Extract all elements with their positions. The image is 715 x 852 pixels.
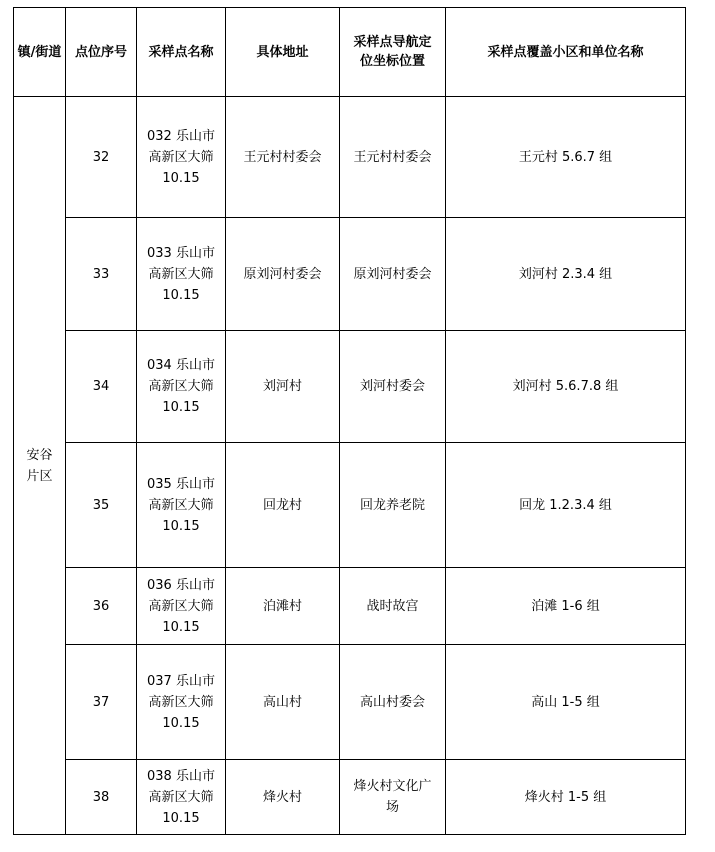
coverage-cell: 王元村 5.6.7 组 [446, 97, 686, 218]
name-line: 037 乐山市 [147, 673, 215, 689]
coverage-cell: 回龙 1.2.3.4 组 [446, 443, 686, 568]
name-line: 10.15 [162, 518, 200, 534]
table-row [14, 760, 686, 835]
name-line: 高新区大筛 [148, 149, 214, 165]
name-line: 10.15 [162, 715, 200, 731]
nav-cell: 高山村委会 [340, 645, 446, 760]
name-line: 高新区大筛 [148, 598, 214, 614]
coverage-cell: 烽火村 1-5 组 [446, 760, 686, 835]
address-cell: 原刘河村委会 [226, 218, 340, 331]
address-cell: 回龙村 [226, 443, 340, 568]
name-cell [137, 760, 226, 835]
address-cell: 刘河村 [226, 331, 340, 443]
nav-cell: 烽火村文化广场 [340, 760, 446, 835]
name-line: 10.15 [162, 619, 200, 635]
nav-cell: 原刘河村委会 [340, 218, 446, 331]
name-line: 038 乐山市 [147, 768, 215, 784]
seq-cell: 37 [66, 645, 137, 760]
name-cell [137, 331, 226, 443]
table-row [14, 568, 686, 645]
name-line: 034 乐山市 [147, 358, 215, 373]
name-line: 035 乐山市 [147, 476, 215, 492]
header-town: 镇/街道 [14, 8, 66, 97]
nav-cell: 王元村村委会 [340, 97, 446, 218]
address-cell: 高山村 [226, 645, 340, 760]
name-line: 高新区大筛 [148, 497, 214, 513]
table-row [14, 331, 686, 443]
coverage-cell: 高山 1-5 组 [446, 645, 686, 760]
sampling-point-table [13, 7, 686, 835]
header-nav: 采样点导航定位坐标位置 [340, 8, 446, 97]
name-line: 10.15 [162, 170, 200, 186]
seq-cell: 34 [66, 331, 137, 443]
table-row [14, 443, 686, 568]
seq-cell: 35 [66, 443, 137, 568]
name-line: 036 乐山市 [147, 577, 215, 593]
seq-cell: 36 [66, 568, 137, 645]
name-line: 10.15 [162, 287, 200, 303]
header-seq: 点位序号 [66, 8, 137, 97]
name-line: 10.15 [162, 810, 200, 826]
nav-cell: 回龙养老院 [340, 443, 446, 568]
name-cell [137, 645, 226, 760]
nav-cell: 刘河村委会 [340, 331, 446, 443]
nav-cell: 战时故宫 [340, 568, 446, 645]
seq-cell: 33 [66, 218, 137, 331]
coverage-cell: 刘河村 5.6.7.8 组 [446, 331, 686, 443]
seq-cell: 32 [66, 97, 137, 218]
header-coverage: 采样点覆盖小区和单位名称 [446, 8, 686, 97]
address-cell: 泊滩村 [226, 568, 340, 645]
seq-cell: 38 [66, 760, 137, 835]
header-row [14, 8, 686, 97]
name-line: 高新区大筛 [148, 789, 214, 805]
name-cell [137, 443, 226, 568]
coverage-cell: 泊滩 1-6 组 [446, 568, 686, 645]
table-row [14, 97, 686, 218]
name-line: 10.15 [162, 400, 200, 415]
name-line: 032 乐山市 [147, 128, 215, 144]
coverage-cell: 刘河村 2.3.4 组 [446, 218, 686, 331]
name-line: 高新区大筛 [148, 694, 214, 710]
header-name: 采样点名称 [137, 8, 226, 97]
district-cell: 安谷片区 [14, 97, 66, 835]
name-line: 033 乐山市 [147, 245, 215, 261]
address-cell: 烽火村 [226, 760, 340, 835]
name-cell [137, 218, 226, 331]
name-line: 高新区大筛 [148, 266, 214, 282]
table-row [14, 645, 686, 760]
header-address: 具体地址 [226, 8, 340, 97]
name-line: 高新区大筛 [148, 379, 214, 394]
address-cell: 王元村村委会 [226, 97, 340, 218]
name-cell [137, 97, 226, 218]
name-cell [137, 568, 226, 645]
table-row [14, 218, 686, 331]
